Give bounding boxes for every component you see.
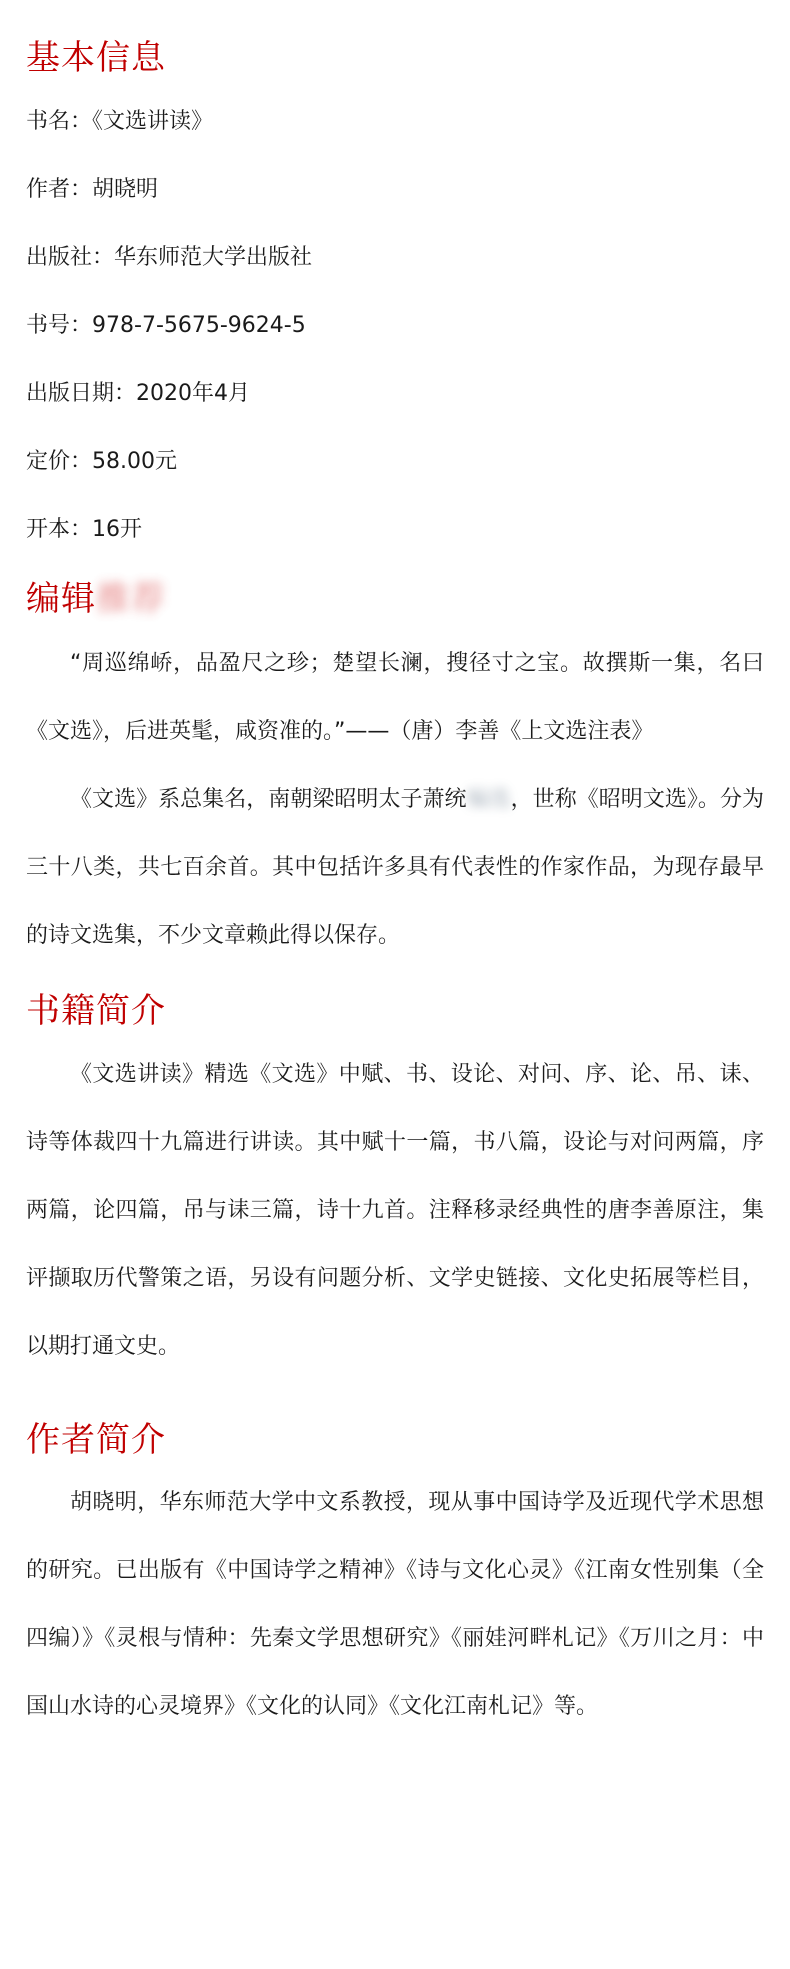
book-intro-heading: 书籍简介 bbox=[26, 991, 166, 1031]
info-value: 58.00元 bbox=[92, 449, 177, 474]
book-intro-body bbox=[26, 1041, 764, 1381]
editor-recommendation-heading bbox=[26, 564, 764, 620]
info-label: 书号： bbox=[26, 313, 93, 338]
basic-info-section bbox=[26, 0, 764, 564]
info-label: 书名： bbox=[26, 109, 93, 134]
info-label: 出版日期： bbox=[26, 381, 137, 406]
info-value: 《文选讲读》 bbox=[92, 109, 214, 134]
info-value: 2020年4月 bbox=[136, 381, 251, 406]
heading-text: 编辑 bbox=[26, 579, 96, 619]
quote-paragraph: “周巡绵峤，品盈尺之珍；楚望长澜，搜径寸之宝。故撰斯一集，名曰《文选》，后进英髦，咸资准的。”——（唐）李善《上文选注表》 bbox=[26, 651, 764, 744]
info-value: 978-7-5675-9624-5 bbox=[92, 313, 306, 338]
blurred-heading-text: 推荐 bbox=[96, 579, 166, 619]
basic-info-heading: 基本信息 bbox=[26, 38, 166, 78]
basic-info-list bbox=[26, 88, 764, 564]
info-row-price bbox=[26, 428, 764, 496]
info-label: 出版社： bbox=[26, 245, 115, 270]
info-row-isbn bbox=[26, 292, 764, 360]
info-label: 定价： bbox=[26, 449, 93, 474]
author-intro-heading: 作者简介 bbox=[26, 1420, 166, 1460]
intro-text-after: ，世称《昭明文选》。分为三十八类，共七百余首。其中包括许多具有代表性的作家作品，为现存最早的诗文选集，不少文章赖此得以保存。 bbox=[26, 787, 764, 948]
info-row-publisher bbox=[26, 224, 764, 292]
author-intro-section bbox=[26, 1381, 764, 1741]
book-intro-section bbox=[26, 970, 764, 1381]
editor-recommendation-body bbox=[26, 630, 764, 970]
wenxuan-intro-paragraph bbox=[26, 766, 764, 970]
editor-recommendation-section bbox=[26, 564, 764, 970]
info-row-publish-date bbox=[26, 360, 764, 428]
info-label: 作者： bbox=[26, 177, 93, 202]
info-value: 胡晓明 bbox=[92, 177, 159, 202]
info-value: 16开 bbox=[92, 517, 143, 542]
info-label: 开本： bbox=[26, 517, 93, 542]
info-row-title bbox=[26, 88, 764, 156]
blurred-text: 编选 bbox=[466, 787, 511, 812]
info-value: 华东师范大学出版社 bbox=[114, 245, 313, 270]
info-row-format bbox=[26, 496, 764, 564]
author-intro-body bbox=[26, 1469, 764, 1741]
book-intro-paragraph: 《文选讲读》精选《文选》中赋、书、设论、对问、序、论、吊、诔、诗等体裁四十九篇进行讲读。其中赋十一篇，书八篇，设论与对问两篇，序两篇，论四篇，吊与诔三篇，诗十九首。注释移录经典性的唐李善原注，集评撷取历代警策之语，另设有问题分析、文学史链接、文化史拓展等栏目，以期打通文史。 bbox=[26, 1062, 764, 1359]
intro-text-before: 《文选》系总集名，南朝梁昭明太子萧统 bbox=[70, 787, 467, 812]
author-intro-paragraph: 胡晓明，华东师范大学中文系教授，现从事中国诗学及近现代学术思想的研究。已出版有《中国诗学之精神》《诗与文化心灵》《江南女性别集（全四编）》《灵根与情种：先秦文学思想研究》《丽娃河畔札记》《万川之月：中国山水诗的心灵境界》《文化的认同》《文化江南札记》等。 bbox=[26, 1490, 764, 1719]
info-row-author bbox=[26, 156, 764, 224]
